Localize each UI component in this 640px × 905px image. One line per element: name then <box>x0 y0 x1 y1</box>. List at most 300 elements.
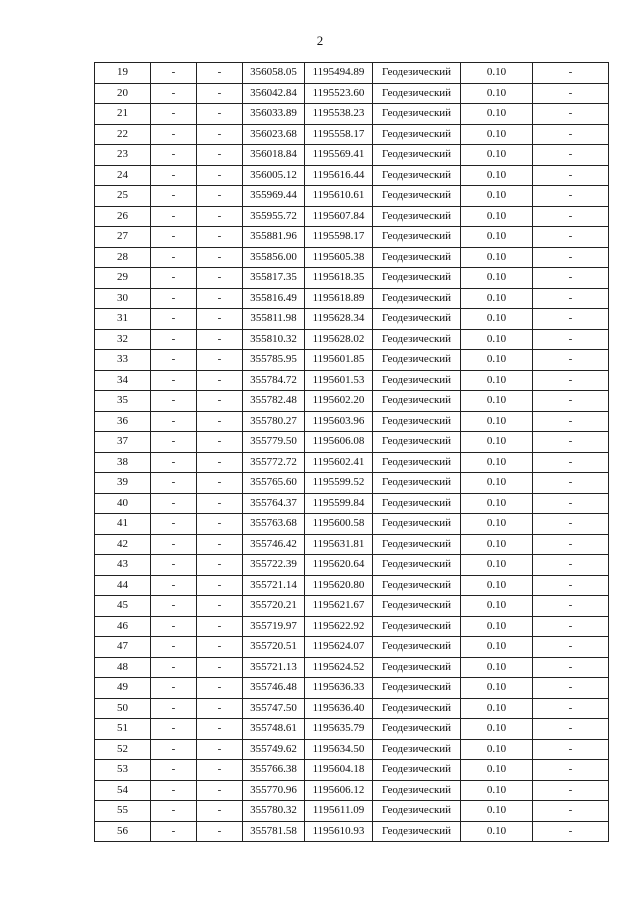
col-2-cell: - <box>151 801 197 822</box>
accuracy-cell: 0.10 <box>461 637 533 658</box>
x-coordinate-cell: 355719.97 <box>243 616 305 637</box>
point-number-cell: 49 <box>95 678 151 699</box>
col-2-cell: - <box>151 698 197 719</box>
accuracy-cell: 0.10 <box>461 452 533 473</box>
coordinates-table <box>94 62 609 842</box>
table-row <box>95 145 609 166</box>
y-coordinate-cell: 1195604.18 <box>305 760 373 781</box>
table-row <box>95 206 609 227</box>
col-3-cell: - <box>197 473 243 494</box>
method-cell: Геодезический <box>373 288 461 309</box>
col-3-cell: - <box>197 493 243 514</box>
col-8-cell: - <box>533 124 609 145</box>
point-number-cell: 56 <box>95 821 151 842</box>
col-3-cell: - <box>197 124 243 145</box>
col-8-cell: - <box>533 657 609 678</box>
y-coordinate-cell: 1195610.93 <box>305 821 373 842</box>
accuracy-cell: 0.10 <box>461 678 533 699</box>
method-cell: Геодезический <box>373 145 461 166</box>
x-coordinate-cell: 355810.32 <box>243 329 305 350</box>
col-3-cell: - <box>197 165 243 186</box>
y-coordinate-cell: 1195494.89 <box>305 63 373 84</box>
table-row <box>95 514 609 535</box>
x-coordinate-cell: 355969.44 <box>243 186 305 207</box>
col-8-cell: - <box>533 350 609 371</box>
col-8-cell: - <box>533 719 609 740</box>
point-number-cell: 36 <box>95 411 151 432</box>
y-coordinate-cell: 1195598.17 <box>305 227 373 248</box>
col-3-cell: - <box>197 760 243 781</box>
col-8-cell: - <box>533 104 609 125</box>
method-cell: Геодезический <box>373 657 461 678</box>
point-number-cell: 30 <box>95 288 151 309</box>
accuracy-cell: 0.10 <box>461 657 533 678</box>
accuracy-cell: 0.10 <box>461 288 533 309</box>
method-cell: Геодезический <box>373 370 461 391</box>
col-3-cell: - <box>197 657 243 678</box>
col-2-cell: - <box>151 329 197 350</box>
x-coordinate-cell: 355781.58 <box>243 821 305 842</box>
point-number-cell: 45 <box>95 596 151 617</box>
method-cell: Геодезический <box>373 739 461 760</box>
col-2-cell: - <box>151 432 197 453</box>
table-row <box>95 493 609 514</box>
table-row <box>95 432 609 453</box>
accuracy-cell: 0.10 <box>461 760 533 781</box>
col-2-cell: - <box>151 165 197 186</box>
point-number-cell: 28 <box>95 247 151 268</box>
point-number-cell: 21 <box>95 104 151 125</box>
accuracy-cell: 0.10 <box>461 432 533 453</box>
col-2-cell: - <box>151 411 197 432</box>
y-coordinate-cell: 1195558.17 <box>305 124 373 145</box>
col-3-cell: - <box>197 104 243 125</box>
y-coordinate-cell: 1195606.08 <box>305 432 373 453</box>
y-coordinate-cell: 1195618.35 <box>305 268 373 289</box>
y-coordinate-cell: 1195610.61 <box>305 186 373 207</box>
table-row <box>95 616 609 637</box>
accuracy-cell: 0.10 <box>461 104 533 125</box>
y-coordinate-cell: 1195635.79 <box>305 719 373 740</box>
y-coordinate-cell: 1195616.44 <box>305 165 373 186</box>
y-coordinate-cell: 1195601.85 <box>305 350 373 371</box>
col-3-cell: - <box>197 534 243 555</box>
method-cell: Геодезический <box>373 206 461 227</box>
point-number-cell: 27 <box>95 227 151 248</box>
col-8-cell: - <box>533 760 609 781</box>
point-number-cell: 44 <box>95 575 151 596</box>
col-8-cell: - <box>533 473 609 494</box>
col-3-cell: - <box>197 555 243 576</box>
point-number-cell: 48 <box>95 657 151 678</box>
col-2-cell: - <box>151 534 197 555</box>
accuracy-cell: 0.10 <box>461 329 533 350</box>
point-number-cell: 54 <box>95 780 151 801</box>
method-cell: Геодезический <box>373 555 461 576</box>
table-row <box>95 309 609 330</box>
x-coordinate-cell: 355811.98 <box>243 309 305 330</box>
x-coordinate-cell: 355764.37 <box>243 493 305 514</box>
col-8-cell: - <box>533 370 609 391</box>
x-coordinate-cell: 356005.12 <box>243 165 305 186</box>
point-number-cell: 46 <box>95 616 151 637</box>
col-8-cell: - <box>533 739 609 760</box>
col-2-cell: - <box>151 473 197 494</box>
col-2-cell: - <box>151 227 197 248</box>
col-8-cell: - <box>533 83 609 104</box>
col-3-cell: - <box>197 698 243 719</box>
col-3-cell: - <box>197 370 243 391</box>
method-cell: Геодезический <box>373 104 461 125</box>
col-8-cell: - <box>533 309 609 330</box>
x-coordinate-cell: 355720.21 <box>243 596 305 617</box>
method-cell: Геодезический <box>373 391 461 412</box>
col-8-cell: - <box>533 493 609 514</box>
point-number-cell: 38 <box>95 452 151 473</box>
col-3-cell: - <box>197 206 243 227</box>
method-cell: Геодезический <box>373 165 461 186</box>
x-coordinate-cell: 355746.42 <box>243 534 305 555</box>
x-coordinate-cell: 355721.13 <box>243 657 305 678</box>
y-coordinate-cell: 1195624.07 <box>305 637 373 658</box>
table-row <box>95 473 609 494</box>
col-8-cell: - <box>533 391 609 412</box>
method-cell: Геодезический <box>373 760 461 781</box>
col-3-cell: - <box>197 309 243 330</box>
col-3-cell: - <box>197 83 243 104</box>
y-coordinate-cell: 1195628.34 <box>305 309 373 330</box>
point-number-cell: 34 <box>95 370 151 391</box>
method-cell: Геодезический <box>373 411 461 432</box>
col-3-cell: - <box>197 452 243 473</box>
col-8-cell: - <box>533 288 609 309</box>
accuracy-cell: 0.10 <box>461 63 533 84</box>
x-coordinate-cell: 356058.05 <box>243 63 305 84</box>
col-8-cell: - <box>533 268 609 289</box>
col-3-cell: - <box>197 678 243 699</box>
accuracy-cell: 0.10 <box>461 473 533 494</box>
point-number-cell: 55 <box>95 801 151 822</box>
point-number-cell: 32 <box>95 329 151 350</box>
method-cell: Геодезический <box>373 534 461 555</box>
accuracy-cell: 0.10 <box>461 534 533 555</box>
table-row <box>95 534 609 555</box>
col-8-cell: - <box>533 165 609 186</box>
col-8-cell: - <box>533 801 609 822</box>
col-2-cell: - <box>151 186 197 207</box>
col-8-cell: - <box>533 678 609 699</box>
col-8-cell: - <box>533 698 609 719</box>
x-coordinate-cell: 355721.14 <box>243 575 305 596</box>
col-8-cell: - <box>533 555 609 576</box>
method-cell: Геодезический <box>373 452 461 473</box>
accuracy-cell: 0.10 <box>461 719 533 740</box>
point-number-cell: 43 <box>95 555 151 576</box>
table-row <box>95 575 609 596</box>
accuracy-cell: 0.10 <box>461 514 533 535</box>
point-number-cell: 40 <box>95 493 151 514</box>
y-coordinate-cell: 1195599.52 <box>305 473 373 494</box>
col-3-cell: - <box>197 391 243 412</box>
accuracy-cell: 0.10 <box>461 165 533 186</box>
col-3-cell: - <box>197 145 243 166</box>
col-8-cell: - <box>533 186 609 207</box>
point-number-cell: 50 <box>95 698 151 719</box>
x-coordinate-cell: 356042.84 <box>243 83 305 104</box>
col-2-cell: - <box>151 350 197 371</box>
accuracy-cell: 0.10 <box>461 575 533 596</box>
point-number-cell: 23 <box>95 145 151 166</box>
x-coordinate-cell: 355766.38 <box>243 760 305 781</box>
table-row <box>95 165 609 186</box>
accuracy-cell: 0.10 <box>461 739 533 760</box>
col-3-cell: - <box>197 350 243 371</box>
accuracy-cell: 0.10 <box>461 206 533 227</box>
col-3-cell: - <box>197 329 243 350</box>
col-8-cell: - <box>533 821 609 842</box>
method-cell: Геодезический <box>373 575 461 596</box>
accuracy-cell: 0.10 <box>461 616 533 637</box>
x-coordinate-cell: 355782.48 <box>243 391 305 412</box>
table-row <box>95 370 609 391</box>
point-number-cell: 42 <box>95 534 151 555</box>
method-cell: Геодезический <box>373 63 461 84</box>
page-number: 2 <box>316 33 324 48</box>
x-coordinate-cell: 355816.49 <box>243 288 305 309</box>
x-coordinate-cell: 355779.50 <box>243 432 305 453</box>
x-coordinate-cell: 355785.95 <box>243 350 305 371</box>
col-2-cell: - <box>151 391 197 412</box>
x-coordinate-cell: 355720.51 <box>243 637 305 658</box>
method-cell: Геодезический <box>373 432 461 453</box>
x-coordinate-cell: 355770.96 <box>243 780 305 801</box>
accuracy-cell: 0.10 <box>461 309 533 330</box>
y-coordinate-cell: 1195631.81 <box>305 534 373 555</box>
y-coordinate-cell: 1195607.84 <box>305 206 373 227</box>
point-number-cell: 37 <box>95 432 151 453</box>
accuracy-cell: 0.10 <box>461 145 533 166</box>
col-3-cell: - <box>197 637 243 658</box>
col-8-cell: - <box>533 411 609 432</box>
y-coordinate-cell: 1195603.96 <box>305 411 373 432</box>
point-number-cell: 25 <box>95 186 151 207</box>
col-3-cell: - <box>197 432 243 453</box>
point-number-cell: 41 <box>95 514 151 535</box>
y-coordinate-cell: 1195569.41 <box>305 145 373 166</box>
accuracy-cell: 0.10 <box>461 391 533 412</box>
method-cell: Геодезический <box>373 821 461 842</box>
y-coordinate-cell: 1195599.84 <box>305 493 373 514</box>
table-row <box>95 104 609 125</box>
col-2-cell: - <box>151 124 197 145</box>
x-coordinate-cell: 356023.68 <box>243 124 305 145</box>
x-coordinate-cell: 355780.27 <box>243 411 305 432</box>
table-row <box>95 801 609 822</box>
col-2-cell: - <box>151 452 197 473</box>
table-row <box>95 760 609 781</box>
col-2-cell: - <box>151 760 197 781</box>
y-coordinate-cell: 1195600.58 <box>305 514 373 535</box>
method-cell: Геодезический <box>373 493 461 514</box>
col-3-cell: - <box>197 186 243 207</box>
col-2-cell: - <box>151 739 197 760</box>
x-coordinate-cell: 355749.62 <box>243 739 305 760</box>
table-row <box>95 329 609 350</box>
col-2-cell: - <box>151 678 197 699</box>
method-cell: Геодезический <box>373 616 461 637</box>
col-8-cell: - <box>533 63 609 84</box>
method-cell: Геодезический <box>373 801 461 822</box>
point-number-cell: 29 <box>95 268 151 289</box>
accuracy-cell: 0.10 <box>461 493 533 514</box>
col-3-cell: - <box>197 780 243 801</box>
col-8-cell: - <box>533 534 609 555</box>
point-number-cell: 22 <box>95 124 151 145</box>
col-2-cell: - <box>151 288 197 309</box>
col-2-cell: - <box>151 370 197 391</box>
method-cell: Геодезический <box>373 678 461 699</box>
method-cell: Геодезический <box>373 186 461 207</box>
col-3-cell: - <box>197 616 243 637</box>
col-2-cell: - <box>151 83 197 104</box>
y-coordinate-cell: 1195605.38 <box>305 247 373 268</box>
col-8-cell: - <box>533 206 609 227</box>
table-row <box>95 719 609 740</box>
y-coordinate-cell: 1195628.02 <box>305 329 373 350</box>
x-coordinate-cell: 355763.68 <box>243 514 305 535</box>
method-cell: Геодезический <box>373 596 461 617</box>
y-coordinate-cell: 1195606.12 <box>305 780 373 801</box>
col-3-cell: - <box>197 514 243 535</box>
col-3-cell: - <box>197 739 243 760</box>
table-row <box>95 452 609 473</box>
point-number-cell: 47 <box>95 637 151 658</box>
method-cell: Геодезический <box>373 780 461 801</box>
y-coordinate-cell: 1195602.41 <box>305 452 373 473</box>
method-cell: Геодезический <box>373 227 461 248</box>
method-cell: Геодезический <box>373 247 461 268</box>
col-3-cell: - <box>197 411 243 432</box>
accuracy-cell: 0.10 <box>461 370 533 391</box>
y-coordinate-cell: 1195620.80 <box>305 575 373 596</box>
table-row <box>95 657 609 678</box>
method-cell: Геодезический <box>373 309 461 330</box>
method-cell: Геодезический <box>373 83 461 104</box>
col-2-cell: - <box>151 719 197 740</box>
col-3-cell: - <box>197 801 243 822</box>
table-row <box>95 288 609 309</box>
x-coordinate-cell: 355765.60 <box>243 473 305 494</box>
method-cell: Геодезический <box>373 350 461 371</box>
col-2-cell: - <box>151 616 197 637</box>
col-2-cell: - <box>151 514 197 535</box>
accuracy-cell: 0.10 <box>461 801 533 822</box>
method-cell: Геодезический <box>373 719 461 740</box>
y-coordinate-cell: 1195601.53 <box>305 370 373 391</box>
col-8-cell: - <box>533 575 609 596</box>
point-number-cell: 33 <box>95 350 151 371</box>
col-2-cell: - <box>151 575 197 596</box>
col-8-cell: - <box>533 247 609 268</box>
point-number-cell: 20 <box>95 83 151 104</box>
col-2-cell: - <box>151 145 197 166</box>
col-8-cell: - <box>533 616 609 637</box>
x-coordinate-cell: 355784.72 <box>243 370 305 391</box>
col-2-cell: - <box>151 555 197 576</box>
col-3-cell: - <box>197 268 243 289</box>
table-row <box>95 637 609 658</box>
col-2-cell: - <box>151 268 197 289</box>
method-cell: Геодезический <box>373 473 461 494</box>
col-2-cell: - <box>151 206 197 227</box>
y-coordinate-cell: 1195618.89 <box>305 288 373 309</box>
table-row <box>95 227 609 248</box>
table-row <box>95 350 609 371</box>
x-coordinate-cell: 356033.89 <box>243 104 305 125</box>
col-3-cell: - <box>197 596 243 617</box>
col-8-cell: - <box>533 145 609 166</box>
table-row <box>95 83 609 104</box>
col-2-cell: - <box>151 247 197 268</box>
accuracy-cell: 0.10 <box>461 596 533 617</box>
x-coordinate-cell: 355772.72 <box>243 452 305 473</box>
x-coordinate-cell: 355780.32 <box>243 801 305 822</box>
table-row <box>95 739 609 760</box>
col-8-cell: - <box>533 514 609 535</box>
accuracy-cell: 0.10 <box>461 350 533 371</box>
table-row <box>95 63 609 84</box>
x-coordinate-cell: 355955.72 <box>243 206 305 227</box>
table-row <box>95 555 609 576</box>
y-coordinate-cell: 1195538.23 <box>305 104 373 125</box>
accuracy-cell: 0.10 <box>461 186 533 207</box>
point-number-cell: 31 <box>95 309 151 330</box>
method-cell: Геодезический <box>373 329 461 350</box>
table-row <box>95 780 609 801</box>
x-coordinate-cell: 355748.61 <box>243 719 305 740</box>
accuracy-cell: 0.10 <box>461 227 533 248</box>
point-number-cell: 52 <box>95 739 151 760</box>
table-row <box>95 678 609 699</box>
col-3-cell: - <box>197 63 243 84</box>
point-number-cell: 51 <box>95 719 151 740</box>
col-2-cell: - <box>151 596 197 617</box>
col-8-cell: - <box>533 637 609 658</box>
accuracy-cell: 0.10 <box>461 698 533 719</box>
point-number-cell: 24 <box>95 165 151 186</box>
accuracy-cell: 0.10 <box>461 83 533 104</box>
col-2-cell: - <box>151 657 197 678</box>
y-coordinate-cell: 1195636.33 <box>305 678 373 699</box>
col-3-cell: - <box>197 575 243 596</box>
table-row <box>95 391 609 412</box>
y-coordinate-cell: 1195622.92 <box>305 616 373 637</box>
method-cell: Геодезический <box>373 268 461 289</box>
col-2-cell: - <box>151 637 197 658</box>
method-cell: Геодезический <box>373 698 461 719</box>
x-coordinate-cell: 355881.96 <box>243 227 305 248</box>
col-8-cell: - <box>533 329 609 350</box>
col-2-cell: - <box>151 104 197 125</box>
accuracy-cell: 0.10 <box>461 411 533 432</box>
col-8-cell: - <box>533 432 609 453</box>
point-number-cell: 35 <box>95 391 151 412</box>
y-coordinate-cell: 1195636.40 <box>305 698 373 719</box>
col-3-cell: - <box>197 227 243 248</box>
point-number-cell: 26 <box>95 206 151 227</box>
accuracy-cell: 0.10 <box>461 555 533 576</box>
x-coordinate-cell: 355746.48 <box>243 678 305 699</box>
